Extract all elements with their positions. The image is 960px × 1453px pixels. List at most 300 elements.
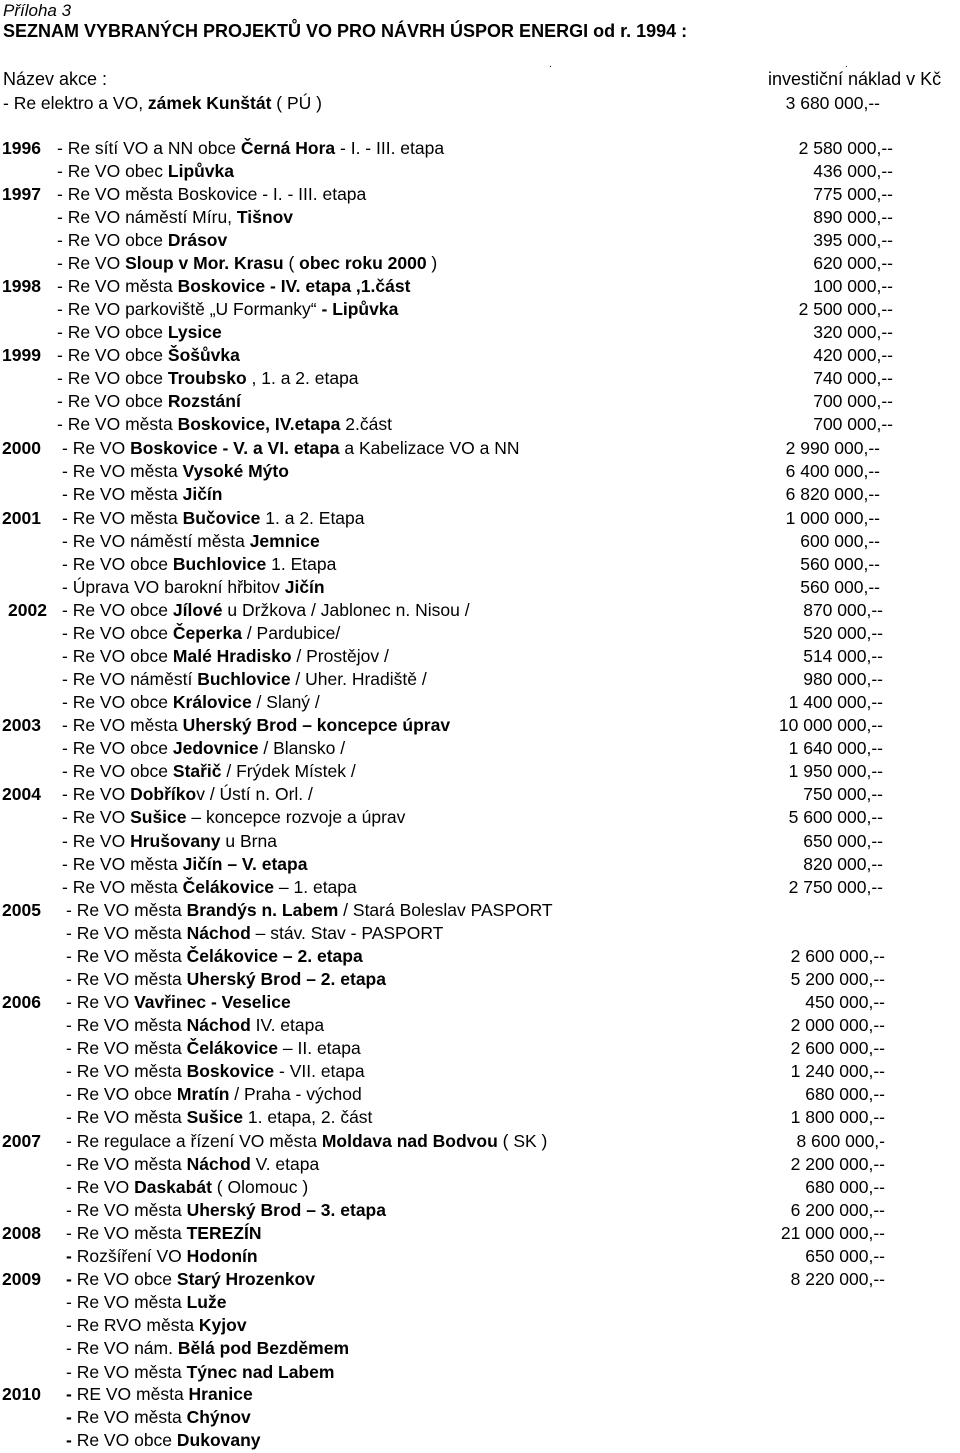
investment-amount: 680 000,-- (805, 1177, 885, 1197)
project-description (66, 1361, 334, 1384)
project-name-bold: Dukovany (176, 1430, 261, 1450)
project-name-bold: Hranice (188, 1384, 253, 1404)
list-item (0, 1268, 960, 1291)
investment-amount: 514 000,-- (803, 646, 883, 666)
project-description (62, 507, 365, 530)
project-description (66, 1130, 547, 1153)
list-item (0, 92, 960, 115)
list-item (0, 691, 960, 714)
list-item (0, 945, 960, 968)
investment-amount: 890 000,-- (813, 207, 893, 227)
project-name-bold: Malé Hradisko (172, 646, 292, 666)
project-text: - Re VO města (66, 1362, 187, 1382)
investment-amount: 10 000 000,-- (778, 715, 883, 735)
investment-amount: 8 600 000,- (796, 1131, 885, 1151)
project-description (57, 229, 227, 252)
project-name-bold: Jičín (182, 484, 223, 504)
investment-amount: 1 950 000,-- (788, 761, 883, 781)
project-description (57, 183, 366, 206)
project-description (62, 830, 277, 853)
project-text: - Re VO města (62, 854, 183, 874)
project-description (57, 275, 410, 298)
project-name-bold: Jičín – V. etapa (182, 854, 308, 874)
list-item (0, 1406, 960, 1429)
project-description (66, 1153, 319, 1176)
project-text: RE VO města (76, 1384, 189, 1404)
list-item (0, 853, 960, 876)
investment-amount: 980 000,-- (803, 669, 883, 689)
project-name-bold: - (66, 1407, 77, 1427)
investment-amount: 600 000,-- (800, 531, 880, 551)
project-text: - Re VO města (62, 877, 183, 897)
investment-amount: 820 000,-- (803, 854, 883, 874)
project-text: – stáv. Stav - PASPORT (250, 923, 444, 943)
list-item (0, 899, 960, 922)
list-item (0, 1199, 960, 1222)
list-item (0, 1037, 960, 1060)
year-label: 2000 (2, 438, 41, 458)
project-text: - Re VO města (62, 508, 183, 528)
project-text: - Úprava VO barokní hřbitov (62, 577, 285, 597)
list-item (0, 1106, 960, 1129)
project-name-bold: Čelákovice – 2. etapa (186, 946, 363, 966)
list-item (0, 737, 960, 760)
project-text: - Re VO náměstí (62, 669, 198, 689)
project-description (62, 483, 222, 506)
project-text: - Re VO města (66, 1038, 187, 1058)
investment-amount: 320 000,-- (813, 322, 893, 342)
investment-amount: 2 500 000,-- (798, 299, 893, 319)
project-name-bold: Rozstání (167, 391, 241, 411)
project-text: / Slaný / (251, 692, 320, 712)
project-name-bold: Drásov (167, 230, 228, 250)
project-description (62, 645, 389, 668)
project-description (57, 367, 359, 390)
project-name-bold: Náchod (186, 1015, 251, 1035)
list-item (0, 622, 960, 645)
project-description (66, 968, 386, 991)
project-text: u Brna (220, 831, 277, 851)
project-description (57, 390, 241, 413)
project-text: - Re VO (66, 1177, 135, 1197)
list-item (0, 760, 960, 783)
project-text: Re VO obce (76, 1269, 177, 1289)
project-description (66, 1106, 372, 1129)
project-name-bold: Hodonín (186, 1246, 258, 1266)
document-title: SEZNAM VYBRANÝCH PROJEKTŮ VO PRO NÁVRH ÚSPOR ENERGI od r. 1994 : (3, 21, 688, 41)
project-name-bold: Buchlovice (172, 554, 267, 574)
project-description (62, 853, 307, 876)
list-item (0, 922, 960, 945)
project-text: - Re RVO města (66, 1315, 199, 1335)
investment-amount: 750 000,-- (803, 784, 883, 804)
year-label: 1996 (2, 138, 41, 158)
project-description (66, 1383, 253, 1406)
project-description (62, 783, 313, 806)
project-text: – II. etapa (278, 1038, 361, 1058)
project-name-bold: Vysoké Mýto (182, 461, 289, 481)
project-text: - Re VO náměstí města (62, 531, 250, 551)
project-name-bold: Boskovice (186, 1061, 275, 1081)
investment-amount: 5 200 000,-- (790, 969, 885, 989)
investment-amount: 100 000,-- (813, 276, 893, 296)
investment-amount: 650 000,-- (803, 831, 883, 851)
project-text: - Re VO nám. (66, 1338, 178, 1358)
year-label: 2009 (2, 1269, 41, 1289)
project-name-bold: Moldava nad Bodvou (321, 1131, 498, 1151)
project-description (66, 1014, 324, 1037)
investment-amount: 700 000,-- (813, 414, 893, 434)
project-description (57, 321, 222, 344)
investment-amount: 3 680 000,-- (785, 93, 880, 113)
project-text: - Re VO obce (57, 345, 168, 365)
investment-amount: 775 000,-- (813, 184, 893, 204)
project-name-bold: Daskabát (134, 1177, 212, 1197)
project-name-bold: Boskovice - V. a VI. etapa (130, 438, 340, 458)
cost-column-label: investiční náklad v Kč (768, 69, 942, 89)
list-item (0, 645, 960, 668)
project-name-bold: Hrušovany (130, 831, 221, 851)
project-description (62, 530, 320, 553)
project-name-bold: Čelákovice (186, 1038, 279, 1058)
project-description (62, 668, 427, 691)
project-text: / Pardubice/ (241, 623, 341, 643)
project-text: - Re VO města (62, 715, 183, 735)
project-name-bold: Sloup v Mor. Krasu (125, 253, 284, 273)
list-item (0, 1291, 960, 1314)
project-text: - Re VO města (66, 969, 187, 989)
project-text: u Držkova / Jablonec n. Nisou / (222, 600, 470, 620)
list-item (0, 806, 960, 829)
list-item (0, 160, 960, 183)
list-item (0, 576, 960, 599)
investment-amount: 2 580 000,-- (798, 138, 893, 158)
list-item (0, 553, 960, 576)
project-description (57, 344, 240, 367)
project-text: - VII. etapa (274, 1061, 365, 1081)
project-text: - Re VO obce (57, 368, 168, 388)
project-text: - Re VO města (62, 484, 183, 504)
project-text: Rozšíření VO (76, 1246, 187, 1266)
investment-amount: 680 000,-- (805, 1084, 885, 1104)
project-name-bold: Královice (172, 692, 252, 712)
appendix-label: Příloha 3 (3, 1, 72, 20)
project-text: - Re VO města (57, 276, 178, 296)
investment-amount: 6 400 000,-- (785, 461, 880, 481)
year-label: 2002 (8, 600, 47, 620)
project-name-bold: Mratín (176, 1084, 230, 1104)
project-name-bold: Uherský Brod – koncepce úprav (182, 715, 451, 735)
list-item (0, 137, 960, 160)
project-description (62, 622, 340, 645)
investment-amount: 740 000,-- (813, 368, 893, 388)
project-text: ( (283, 253, 300, 273)
year-label: 1997 (2, 184, 41, 204)
investment-amount: 1 000 000,-- (785, 508, 880, 528)
project-name-bold: Boskovice - IV. etapa ,1.část (177, 276, 411, 296)
project-name-bold: - (66, 1269, 77, 1289)
investment-amount: 2 750 000,-- (788, 877, 883, 897)
year-label: 2004 (2, 784, 41, 804)
project-name-bold: Buchlovice (197, 669, 291, 689)
project-text: - Re VO (62, 807, 131, 827)
project-name-bold: obec roku 2000 (299, 253, 427, 273)
project-name-bold: Šošůvka (167, 345, 240, 365)
list-item (0, 783, 960, 806)
list-item (0, 530, 960, 553)
project-text: - Re VO města (66, 1154, 187, 1174)
project-text: / Frýdek Místek / (221, 761, 356, 781)
project-description (66, 1429, 261, 1452)
project-name-bold: Lysice (167, 322, 222, 342)
project-text: - Re VO parkoviště „U Formanky“ (57, 299, 322, 319)
header-dot-2: . (845, 59, 848, 70)
project-name-bold: Brandýs n. Labem (186, 900, 339, 920)
project-text: - Re VO města (66, 1107, 187, 1127)
list-item (0, 229, 960, 252)
project-name-bold: Jílové (172, 600, 223, 620)
investment-amount: 650 000,-- (805, 1246, 885, 1266)
project-description (62, 437, 519, 460)
project-description (62, 599, 470, 622)
list-item (0, 367, 960, 390)
header-dot-1: . (549, 59, 552, 70)
list-item (0, 206, 960, 229)
project-text: - Re VO náměstí Míru, (57, 207, 237, 227)
project-name-bold: - Lipůvka (321, 299, 399, 319)
project-text: 1. a 2. Etapa (260, 508, 365, 528)
project-description (66, 1268, 315, 1291)
year-label: 2007 (2, 1131, 41, 1151)
investment-amount: 700 000,-- (813, 391, 893, 411)
project-description (66, 991, 291, 1014)
project-name-bold: Uherský Brod – 3. etapa (186, 1200, 386, 1220)
list-item (0, 1060, 960, 1083)
list-item (0, 298, 960, 321)
project-text: Re VO města (76, 1407, 187, 1427)
project-text: - Re VO města (66, 1015, 187, 1035)
project-name-bold: Černá Hora (240, 138, 336, 158)
list-item (0, 1153, 960, 1176)
project-description (57, 206, 293, 229)
project-name-bold: Chýnov (186, 1407, 251, 1427)
year-label: 1998 (2, 276, 41, 296)
list-item (0, 1361, 960, 1384)
project-name-bold: Týnec nad Labem (186, 1362, 335, 1382)
project-description (66, 1176, 308, 1199)
project-text: ( SK ) (497, 1131, 548, 1151)
list-item (0, 275, 960, 298)
project-description (57, 413, 392, 436)
project-description (57, 137, 444, 160)
project-description (62, 876, 357, 899)
project-name-bold: Čelákovice (182, 877, 275, 897)
project-text: - Re VO (62, 831, 131, 851)
list-item (0, 1383, 960, 1406)
list-item (0, 321, 960, 344)
project-name-bold: Sušice (130, 807, 187, 827)
investment-amount: 21 000 000,-- (780, 1223, 885, 1243)
project-text: / Blansko / (258, 738, 346, 758)
project-text: IV. etapa (250, 1015, 325, 1035)
project-description (62, 576, 325, 599)
list-item (0, 437, 960, 460)
project-name-bold: Čeperka (172, 623, 242, 643)
list-item (0, 507, 960, 530)
project-description (66, 899, 553, 922)
list-item (0, 1130, 960, 1153)
project-text: - Re VO města (57, 414, 178, 434)
project-name-bold: zámek Kunštát (147, 93, 272, 113)
list-item (0, 1176, 960, 1199)
list-item (0, 1222, 960, 1245)
project-name-bold: TEREZÍN (186, 1223, 262, 1243)
list-item (0, 830, 960, 853)
project-description (62, 553, 336, 576)
project-text: / Prostějov / (291, 646, 389, 666)
investment-amount: 420 000,-- (813, 345, 893, 365)
list-item (0, 252, 960, 275)
list-item (0, 668, 960, 691)
project-description (66, 1222, 261, 1245)
list-item (0, 599, 960, 622)
project-text: 1. etapa, 2. část (243, 1107, 373, 1127)
project-description (66, 922, 443, 945)
project-text: / Praha - východ (229, 1084, 362, 1104)
project-description (57, 298, 398, 321)
project-text: V. etapa (250, 1154, 320, 1174)
list-item (0, 1083, 960, 1106)
project-text: 1. Etapa (266, 554, 337, 574)
project-text: - Re VO obce (62, 761, 173, 781)
project-text: a Kabelizace VO a NN (339, 438, 520, 458)
project-text: ) (426, 253, 438, 273)
project-name-bold: Sušice (186, 1107, 244, 1127)
project-text: - Re sítí VO a NN obce (57, 138, 241, 158)
project-description (66, 1060, 365, 1083)
year-label: 2003 (2, 715, 41, 735)
list-item (0, 344, 960, 367)
project-name-bold: Starý Hrozenkov (176, 1269, 316, 1289)
investment-amount: 2 990 000,-- (785, 438, 880, 458)
project-name-bold: Náchod (186, 923, 251, 943)
investment-amount: 6 200 000,-- (790, 1200, 885, 1220)
investment-amount: 436 000,-- (813, 161, 893, 181)
project-description (66, 1337, 349, 1360)
list-item (0, 991, 960, 1014)
project-description (66, 1083, 362, 1106)
project-text: - Re VO obce (57, 230, 168, 250)
project-text: / Uher. Hradiště / (290, 669, 427, 689)
project-text: - Re VO města (66, 923, 187, 943)
list-item (0, 1245, 960, 1268)
project-description (66, 1314, 247, 1337)
project-description (62, 691, 320, 714)
list-item (0, 1337, 960, 1360)
project-text: ( PÚ ) (271, 93, 322, 113)
year-label: 2001 (2, 508, 41, 528)
list-item (0, 714, 960, 737)
list-item (0, 1014, 960, 1037)
project-text: - Re VO obce (62, 692, 173, 712)
project-description (66, 1199, 386, 1222)
project-name-bold: Bučovice (182, 508, 261, 528)
project-text: - Re VO obce (62, 600, 173, 620)
project-text: - Re VO města (66, 1200, 187, 1220)
investment-amount: 560 000,-- (800, 577, 880, 597)
project-name-bold: Troubsko (167, 368, 247, 388)
project-text: - Re VO obce (62, 646, 173, 666)
investment-amount: 2 200 000,-- (790, 1154, 885, 1174)
project-text: 2.část (340, 414, 392, 434)
investment-amount: 1 800 000,-- (790, 1107, 885, 1127)
project-description (62, 760, 356, 783)
list-item (0, 483, 960, 506)
investment-amount: 1 400 000,-- (788, 692, 883, 712)
project-text: - Re VO obce (62, 738, 173, 758)
list-item (0, 876, 960, 899)
project-name-bold: Jičín (284, 577, 325, 597)
investment-amount: 1 240 000,-- (790, 1061, 885, 1081)
project-text: - Re VO obec (57, 161, 168, 181)
project-text: – koncepce rozvoje a úprav (186, 807, 406, 827)
project-text: - Re VO města (66, 900, 187, 920)
project-description (57, 252, 437, 275)
year-label: 2005 (2, 900, 41, 920)
list-item (0, 1314, 960, 1337)
project-name-bold: - (66, 1246, 77, 1266)
project-text: , 1. a 2. etapa (246, 368, 359, 388)
project-description (66, 945, 363, 968)
list-item (0, 183, 960, 206)
project-text: - Re VO města (66, 946, 187, 966)
project-name-bold: Jemnice (249, 531, 320, 551)
project-text: - Re VO obce (62, 554, 173, 574)
project-text: - Re VO obce (62, 623, 173, 643)
investment-amount: 2 000 000,-- (790, 1015, 885, 1035)
project-name-bold: Lipůvka (167, 161, 235, 181)
investment-amount: 560 000,-- (800, 554, 880, 574)
project-description (62, 460, 289, 483)
project-text: - Re VO (66, 992, 135, 1012)
project-description (66, 1037, 361, 1060)
project-name-bold: Kyjov (198, 1315, 247, 1335)
project-text: - I. - III. etapa (335, 138, 445, 158)
project-text: – 1. etapa (274, 877, 357, 897)
project-description (62, 806, 405, 829)
project-text: Re VO obce (76, 1430, 177, 1450)
project-name-bold: Luže (186, 1292, 227, 1312)
project-text: - Re VO (62, 784, 131, 804)
project-text: / Stará Boleslav PASPORT (338, 900, 553, 920)
list-item (0, 390, 960, 413)
investment-amount: 8 220 000,-- (790, 1269, 885, 1289)
project-name-bold: Tišnov (236, 207, 293, 227)
investment-amount: 2 600 000,-- (790, 946, 885, 966)
project-text: - Re VO obce (57, 391, 168, 411)
project-text: - Re VO města (66, 1061, 187, 1081)
project-text: - Re regulace a řízení VO města (66, 1131, 322, 1151)
investment-amount: 520 000,-- (803, 623, 883, 643)
project-text: - Re elektro a VO, (3, 93, 148, 113)
project-text: - Re VO obce (57, 322, 168, 342)
project-text: ( Olomouc ) (211, 1177, 309, 1197)
year-label: 2008 (2, 1223, 41, 1243)
investment-amount: 6 820 000,-- (785, 484, 880, 504)
investment-amount: 450 000,-- (805, 992, 885, 1012)
investment-amount: 5 600 000,-- (788, 807, 883, 827)
name-column-label: Název akce : (3, 69, 108, 89)
